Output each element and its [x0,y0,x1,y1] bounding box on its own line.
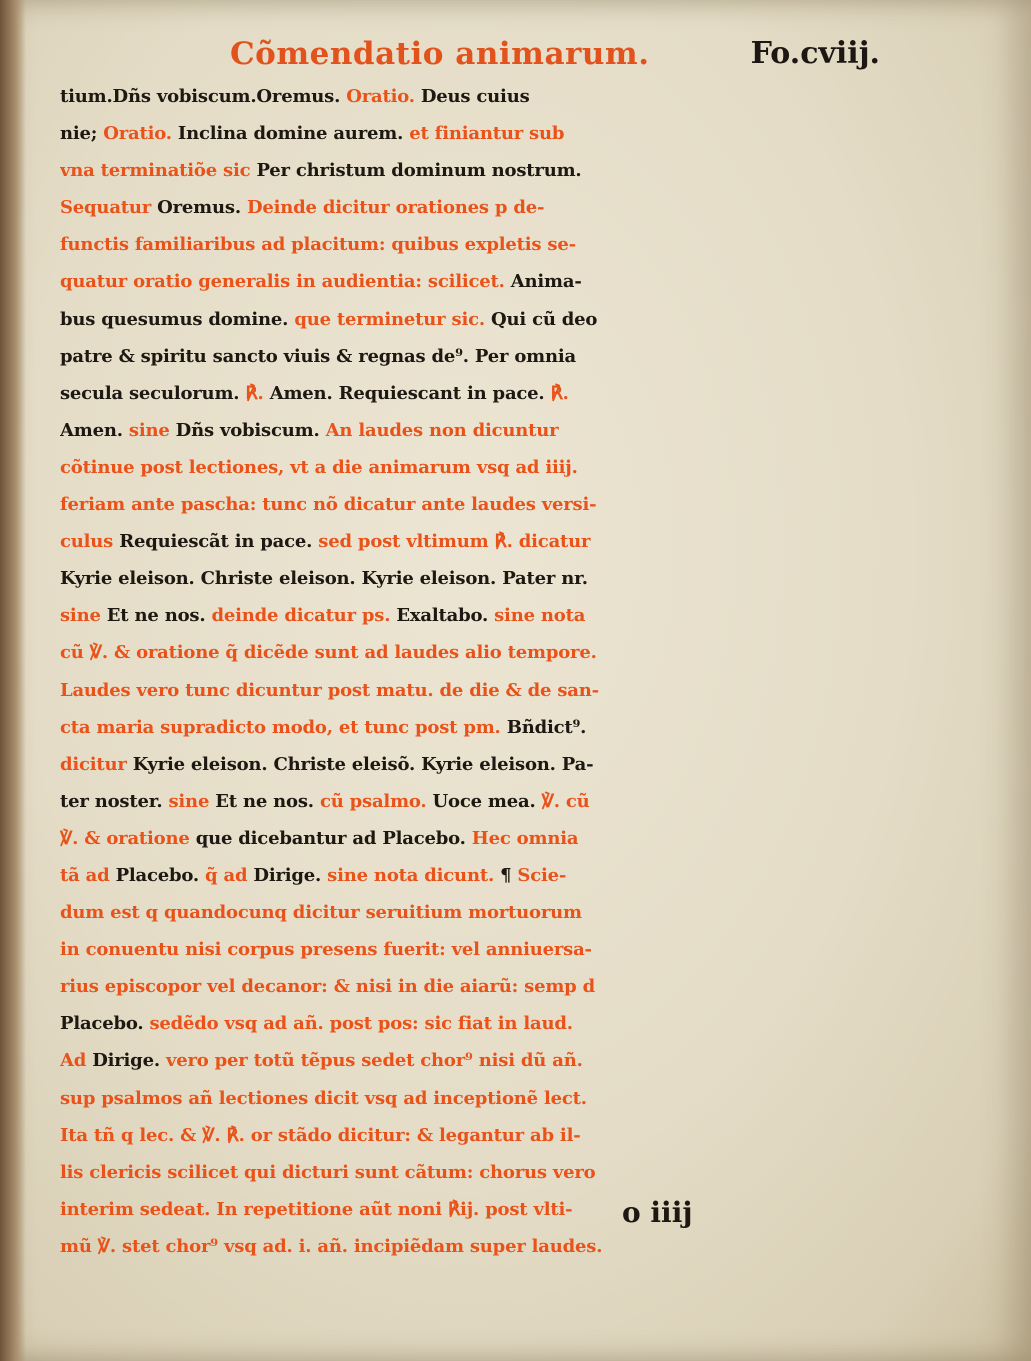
body-text: Amen. [60,419,129,441]
rubric-text: dicitur [60,753,133,775]
body-text: Amen. Requiescant in pace. [269,382,551,404]
text-line [60,449,880,486]
rubric-text: cta maria supradicto modo, et tunc post pm. [60,716,507,738]
body-text: ¶ [500,864,518,886]
rubric-text: sine [60,605,107,627]
body-text: Uoce mea. [432,790,542,812]
text-line [60,820,880,857]
text-line [60,338,880,375]
body-text: Requiescãt in pace. [119,531,319,553]
text-line [60,968,880,1005]
text-line [60,78,880,115]
text-line [60,597,880,634]
body-text: bus quesumus domine. [60,308,295,330]
text-line [60,189,880,226]
text-line [60,746,880,783]
folio-number: Fo.cviij. [750,36,880,71]
rubric-text: Hec omnia [471,827,579,849]
rubric-text: An laudes non dicuntur [325,419,559,441]
rubric-text: ℟. [550,382,569,404]
signature-mark: o iiij [622,1196,693,1229]
body-text: patre & spiritu sancto viuis & regnas de⁹. Per omnia [60,345,577,367]
body-text: Placebo. [60,1013,150,1035]
text-line [60,412,880,449]
rubric-text: quatur oratio generalis in audientia: scilicet. [60,271,511,293]
rubric-text: vna terminatiõe sic [60,160,257,182]
text-line [60,263,880,300]
body-text: Dñs vobiscum. [175,419,326,441]
rubric-text: mũ ℣. stet chor⁹ vsq ad. i. añ. incipiẽdam super laudes. [60,1235,603,1257]
rubric-text: interim sedeat. In repetitione aũt noni ℟ij. post vlti- [60,1198,573,1220]
body-text: Inclina domine aurem. [177,123,410,145]
text-block [60,78,880,1265]
rubric-text: cũ ℣. & oratione q̃ dicẽde sunt ad laudes alio tempore. [60,642,597,664]
body-text: Dirige. [92,1050,166,1072]
rubric-text: tã ad [60,864,116,886]
rubric-text: Deinde dicitur orationes p de- [246,197,545,219]
text-line [60,634,880,671]
rubric-text: cõtinue post lectiones, vt a die animarum vsq ad iiij. [60,456,578,478]
rubric-text: feriam ante pascha: tunc nõ dicatur ante laudes versi- [60,494,597,516]
body-text: Deus cuius [420,86,530,107]
rubric-text: cũ psalmo. [319,790,433,812]
text-line [60,1117,880,1154]
body-text: que dicebantur ad Placebo. [195,827,472,849]
rubric-text: in conuentu nisi corpus presens fuerit: vel anniuersa- [60,939,592,961]
body-text: Kyrie eleison. Christe eleisõ. Kyrie eleison. Pa- [132,753,594,775]
rubric-text: lis clericis scilicet qui dicturi sunt cãtum: chorus vero [60,1161,596,1183]
rubric-text: sed post vltimum ℟. dicatur [318,531,591,553]
rubric-text: ℟. [245,382,270,404]
rubric-text: vero per totũ tẽpus sedet chor⁹ nisi dũ añ. [165,1050,583,1072]
text-line [60,301,880,338]
rubric-text: sine nota [494,605,586,627]
rubric-text: Oratio. [346,86,421,107]
rubric-text: rius episcopor vel decanor: & nisi in die aiarũ: semp d [60,976,596,998]
text-line [60,672,880,709]
text-line [60,1191,880,1228]
rubric-text: Ad [60,1050,93,1072]
rubric-text: Sequatur [60,197,158,219]
text-line [60,523,880,560]
body-text: Oremus. [157,197,247,219]
text-line [60,931,880,968]
text-line [60,783,880,820]
rubric-text: ℣. cũ [541,790,590,812]
body-text: Bñdict⁹. [506,716,587,738]
rubric-text: q̃ ad [205,864,254,886]
body-text: Dirige. [253,864,328,886]
text-line [60,115,880,152]
text-line [60,1154,880,1191]
text-line [60,1080,880,1117]
rubric-text: Ita tñ q lec. & ℣. ℟. or stãdo dicitur: & legantur ab il- [60,1124,581,1146]
rubric-text: sine [128,419,176,441]
body-text: Kyrie eleison. Christe eleison. Kyrie eleison. Pater nr. [60,568,588,590]
body-text: ter noster. [60,790,169,812]
body-text: Per christum dominum nostrum. [256,160,582,182]
text-line [60,1005,880,1042]
body-text: Exaltabo. [396,605,495,627]
rubric-text: sine nota dicunt. [327,864,501,886]
body-text: Et ne nos. [106,605,212,627]
body-text: tium.Dñs vobiscum.Oremus. [60,86,347,107]
body-text: nie; [60,123,104,145]
book-gutter [0,0,26,1361]
rubric-text: Oratio. [103,123,178,145]
body-text: Placebo. [115,864,206,886]
rubric-text: culus [60,531,120,553]
rubric-text: et finiantur sub [409,123,565,145]
rubric-text: ℣. & oratione [60,827,196,849]
body-text: Et ne nos. [215,790,320,812]
text-line [60,894,880,931]
rubric-text: sup psalmos añ lectiones dicit vsq ad inceptionẽ lect. [60,1087,587,1109]
text-line [60,709,880,746]
rubric-text: que terminetur sic. [294,308,491,330]
text-line [60,1228,880,1265]
rubric-text: Scie- [517,864,567,886]
body-text: Qui cũ deo [491,308,598,330]
rubric-text: sedẽdo vsq ad añ. post pos: sic fiat in laud. [149,1013,573,1035]
text-line [60,560,880,597]
rubric-text: sine [168,790,216,812]
rubric-text: functis familiaribus ad placitum: quibus expletis se- [60,234,576,256]
text-line [60,1042,880,1079]
rubric-text: Laudes vero tunc dicuntur post matu. de die & de san- [60,679,599,701]
text-line [60,857,880,894]
page-header [230,36,880,80]
rubric-text: dum est q quandocunq dicitur seruitium mortuorum [60,902,582,924]
text-line [60,152,880,189]
running-title: Cõmendatio animarum. [230,36,650,72]
rubric-text: deinde dicatur ps. [211,605,397,627]
text-line [60,375,880,412]
text-line [60,226,880,263]
body-text: Anima- [510,271,582,293]
body-text: secula seculorum. [60,382,246,404]
text-line [60,486,880,523]
